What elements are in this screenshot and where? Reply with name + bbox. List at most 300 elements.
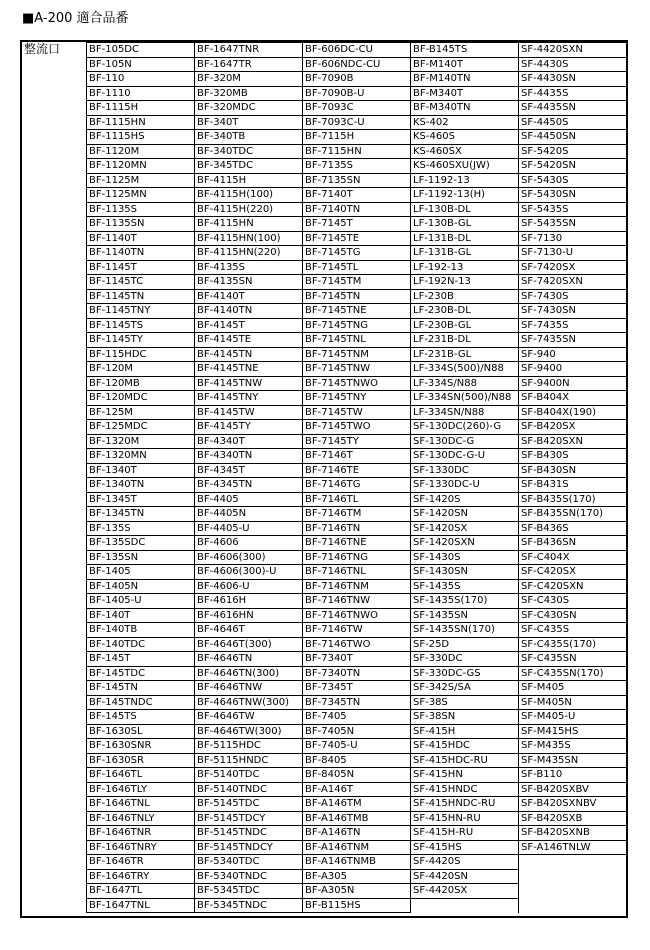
table-row (87, 724, 627, 739)
table-row (87, 739, 627, 754)
table-row (87, 681, 627, 696)
part-number-cell: BF-4115H(100) (195, 188, 303, 203)
table-row (87, 579, 627, 594)
part-number-cell: SF-1435S(170) (411, 594, 519, 609)
part-number-cell: BF-5140TNDC (195, 782, 303, 797)
part-number-cell: BF-4145TW (195, 405, 303, 420)
part-number-cell: SF-5435S (519, 202, 627, 217)
part-number-cell: SF-C420SX (519, 565, 627, 580)
part-number-cell: SF-7430SN (519, 304, 627, 319)
part-number-cell: BF-1630SL (87, 724, 195, 739)
part-number-cell: BF-7145TW (303, 405, 411, 420)
part-number-cell: BF-1647TR (195, 57, 303, 72)
part-number-cell: BF-135SN (87, 550, 195, 565)
part-number-cell: BF-4616HN (195, 608, 303, 623)
part-number-cell: BF-7135S (303, 159, 411, 174)
part-number-cell: BF-7145T (303, 217, 411, 232)
part-number-cell: BF-4345T (195, 463, 303, 478)
part-number-cell: KS-460SXU(JW) (411, 159, 519, 174)
part-number-cell: SF-1430S (411, 550, 519, 565)
part-number-cell: SF-9400 (519, 362, 627, 377)
part-number-cell: BF-5115HNDC (195, 753, 303, 768)
part-number-cell: BF-5145TDC (195, 797, 303, 812)
table-row (87, 768, 627, 783)
part-number-cell: BF-M340TN (411, 101, 519, 116)
part-number-cell: SF-B436SN (519, 536, 627, 551)
part-number-cell: BF-7145TNE (303, 304, 411, 319)
part-number-cell: BF-7145TN (303, 289, 411, 304)
part-number-cell: BF-7345TN (303, 695, 411, 710)
part-number-cell: BF-320MB (195, 86, 303, 101)
part-number-cell: BF-1345TN (87, 507, 195, 522)
part-number-cell: BF-1646TLY (87, 782, 195, 797)
part-number-cell: KS-460S (411, 130, 519, 145)
table-row (87, 898, 627, 913)
part-number-cell: BF-7093C (303, 101, 411, 116)
part-number-cell: BF-4140T (195, 289, 303, 304)
part-number-cell: SF-M435SN (519, 753, 627, 768)
part-number-cell: BF-7135SN (303, 173, 411, 188)
part-number-cell: BF-110 (87, 72, 195, 87)
part-number-cell: LF-230B (411, 289, 519, 304)
part-number-cell: BF-5145TNDCY (195, 840, 303, 855)
part-number-cell: BF-4606(300) (195, 550, 303, 565)
part-number-cell: BF-7340T (303, 652, 411, 667)
table-row (87, 159, 627, 174)
part-number-cell: BF-5115HDC (195, 739, 303, 754)
part-number-cell: LF-131B-DL (411, 231, 519, 246)
part-number-cell: BF-4646TW(300) (195, 724, 303, 739)
part-number-cell: BF-120MB (87, 376, 195, 391)
part-number-cell: SF-415HS (411, 840, 519, 855)
part-number-cell: SF-415HNDC-RU (411, 797, 519, 812)
part-number-cell: SF-415HNDC (411, 782, 519, 797)
part-number-cell: SF-B420SXNBV (519, 797, 627, 812)
part-number-cell: BF-345TDC (195, 159, 303, 174)
part-number-cell: BF-5145TDCY (195, 811, 303, 826)
part-number-cell: LF-230B-DL (411, 304, 519, 319)
part-number-table (86, 42, 627, 913)
part-number-cell: SF-C435S(170) (519, 637, 627, 652)
part-number-cell: LF-1192-13(H) (411, 188, 519, 203)
table-row (87, 144, 627, 159)
part-number-cell: BF-1135S (87, 202, 195, 217)
table-row (87, 463, 627, 478)
table-row (87, 826, 627, 841)
part-number-cell: BF-4115HN(220) (195, 246, 303, 261)
part-number-cell: SF-M405-U (519, 710, 627, 725)
part-number-cell: BF-7090B (303, 72, 411, 87)
part-number-cell: BF-1647TL (87, 884, 195, 899)
part-number-cell: SF-B404X(190) (519, 405, 627, 420)
part-number-cell: BF-7405-U (303, 739, 411, 754)
part-number-cell: BF-340TDC (195, 144, 303, 159)
table-row (87, 565, 627, 580)
table-row (87, 72, 627, 87)
table-row (87, 478, 627, 493)
empty-cell (519, 884, 627, 899)
table-row (87, 840, 627, 855)
table-row (87, 492, 627, 507)
empty-cell (519, 898, 627, 913)
part-number-cell: BF-4646TNW(300) (195, 695, 303, 710)
part-number-cell: BF-320M (195, 72, 303, 87)
part-number-cell: BF-M140T (411, 57, 519, 72)
table-row (87, 652, 627, 667)
part-number-cell: SF-1420SXN (411, 536, 519, 551)
table-row (87, 188, 627, 203)
part-number-cell: SF-5420S (519, 144, 627, 159)
part-number-cell: BF-4115H (195, 173, 303, 188)
table-row (87, 275, 627, 290)
part-number-cell: BF-4606(300)-U (195, 565, 303, 580)
table-row (87, 376, 627, 391)
part-number-cell: LF-231B-GL (411, 347, 519, 362)
table-row (87, 202, 627, 217)
part-number-cell: SF-C430S (519, 594, 627, 609)
table-row (87, 869, 627, 884)
part-number-cell: BF-4646TN(300) (195, 666, 303, 681)
part-number-cell: SF-C404X (519, 550, 627, 565)
part-number-cell: BF-7115H (303, 130, 411, 145)
part-number-cell: BF-1145TNY (87, 304, 195, 319)
part-number-cell: BF-125MDC (87, 420, 195, 435)
part-number-cell: BF-7146TNW (303, 594, 411, 609)
part-number-cell: BF-7146TE (303, 463, 411, 478)
empty-cell (519, 869, 627, 884)
part-number-cell: BF-135S (87, 521, 195, 536)
part-number-cell: SF-1420S (411, 492, 519, 507)
part-number-cell: BF-1405N (87, 579, 195, 594)
part-number-cell: BF-4115HN(100) (195, 231, 303, 246)
part-number-cell: BF-135SDC (87, 536, 195, 551)
part-number-cell: SF-9400N (519, 376, 627, 391)
table-row (87, 753, 627, 768)
table-row (87, 246, 627, 261)
part-number-cell: BF-5345TDC (195, 884, 303, 899)
part-number-cell: BF-1646TNLY (87, 811, 195, 826)
part-number-cell: BF-7115HN (303, 144, 411, 159)
part-number-cell: BF-A146TN (303, 826, 411, 841)
part-number-cell: SF-4430SN (519, 72, 627, 87)
table-row (87, 217, 627, 232)
part-number-cell: BF-7093C-U (303, 115, 411, 130)
part-number-cell: SF-415H (411, 724, 519, 739)
part-number-cell: BF-A146TM (303, 797, 411, 812)
part-number-cell: BF-8405N (303, 768, 411, 783)
part-number-cell: BF-B115HS (303, 898, 411, 913)
part-number-cell: BF-1405-U (87, 594, 195, 609)
part-number-cell: BF-1630SR (87, 753, 195, 768)
table-row (87, 43, 627, 58)
part-number-cell: SF-B435S(170) (519, 492, 627, 507)
table-row (87, 333, 627, 348)
part-number-cell: LF-334S(500)/N88 (411, 362, 519, 377)
part-number-cell: BF-1320M (87, 434, 195, 449)
part-number-cell: BF-A305N (303, 884, 411, 899)
part-number-cell: LF-334SN(500)/N88 (411, 391, 519, 406)
part-number-cell: BF-145TDC (87, 666, 195, 681)
part-number-cell: BF-7145TNW (303, 362, 411, 377)
part-number-cell: BF-7146TW (303, 623, 411, 638)
part-number-cell: BF-1145TC (87, 275, 195, 290)
empty-cell (519, 855, 627, 870)
table-row (87, 231, 627, 246)
part-number-cell: BF-4115H(220) (195, 202, 303, 217)
part-number-cell: BF-7090B-U (303, 86, 411, 101)
part-number-cell: BF-140TB (87, 623, 195, 638)
part-number-cell: BF-7145TNY (303, 391, 411, 406)
part-number-cell: BF-5145TNDC (195, 826, 303, 841)
part-number-cell: SF-4435SN (519, 101, 627, 116)
part-number-cell: BF-5140TDC (195, 768, 303, 783)
part-number-cell: LF-1192-13 (411, 173, 519, 188)
part-number-cell: BF-1320MN (87, 449, 195, 464)
table-row (87, 550, 627, 565)
part-number-cell: BF-7146TM (303, 507, 411, 522)
table-row (87, 449, 627, 464)
table-row (87, 318, 627, 333)
part-number-cell: SF-1330DC (411, 463, 519, 478)
part-number-cell: SF-25D (411, 637, 519, 652)
part-number-cell: SF-342S/SA (411, 681, 519, 696)
part-number-cell: BF-125M (87, 405, 195, 420)
part-number-cell: BF-1646TL (87, 768, 195, 783)
part-number-cell: SF-B420SXNB (519, 826, 627, 841)
part-number-cell: BF-B145TS (411, 43, 519, 58)
part-number-cell: BF-7146TNE (303, 536, 411, 551)
part-number-cell: SF-5435SN (519, 217, 627, 232)
table-row (87, 811, 627, 826)
part-number-cell: BF-145TN (87, 681, 195, 696)
part-number-cell: BF-7146TNL (303, 565, 411, 580)
part-number-cell: LF-130B-DL (411, 202, 519, 217)
part-number-cell: BF-4145T (195, 318, 303, 333)
part-number-cell: BF-4606-U (195, 579, 303, 594)
part-number-cell: BF-A305 (303, 869, 411, 884)
part-number-cell: BF-5340TNDC (195, 869, 303, 884)
part-number-cell: BF-4145TY (195, 420, 303, 435)
part-number-cell: BF-4135S (195, 260, 303, 275)
part-number-cell: BF-7140T (303, 188, 411, 203)
part-number-cell: BF-A146T (303, 782, 411, 797)
part-number-cell: BF-7345T (303, 681, 411, 696)
table-row (87, 260, 627, 275)
part-number-cell: BF-140T (87, 608, 195, 623)
part-number-cell: BF-145T (87, 652, 195, 667)
part-number-cell: BF-340TB (195, 130, 303, 145)
part-number-cell: BF-1646TNR (87, 826, 195, 841)
part-number-cell: BF-115HDC (87, 347, 195, 362)
part-number-cell: BF-4405N (195, 507, 303, 522)
part-number-cell: BF-7146TNM (303, 579, 411, 594)
part-number-cell: BF-5340TDC (195, 855, 303, 870)
part-number-cell: BF-1630SNR (87, 739, 195, 754)
row-label: 整流口 (24, 42, 61, 56)
part-number-cell: BF-4646TN (195, 652, 303, 667)
table-row (87, 710, 627, 725)
table-row (87, 623, 627, 638)
part-number-cell: BF-A146TMB (303, 811, 411, 826)
part-number-cell: SF-M415HS (519, 724, 627, 739)
part-number-cell: BF-4145TNY (195, 391, 303, 406)
part-number-cell: BF-4140TN (195, 304, 303, 319)
part-number-cell: BF-1115H (87, 101, 195, 116)
part-number-cell: BF-7146TN (303, 521, 411, 536)
part-number-cell: SF-38S (411, 695, 519, 710)
part-number-cell: BF-1340TN (87, 478, 195, 493)
part-number-cell: SF-B430SN (519, 463, 627, 478)
part-number-cell: BF-606NDC-CU (303, 57, 411, 72)
part-number-cell: BF-7145TNWO (303, 376, 411, 391)
part-number-cell: BF-4145TNE (195, 362, 303, 377)
part-number-cell: BF-1646TNL (87, 797, 195, 812)
part-number-cell: BF-145TNDC (87, 695, 195, 710)
part-number-cell: BF-1120M (87, 144, 195, 159)
part-number-cell: SF-1435S (411, 579, 519, 594)
part-number-cell: BF-4145TN (195, 347, 303, 362)
table-row (87, 130, 627, 145)
part-number-cell: BF-7146TNWO (303, 608, 411, 623)
table-row (87, 594, 627, 609)
table-row (87, 362, 627, 377)
part-number-cell: BF-1145TN (87, 289, 195, 304)
part-number-cell: BF-4405 (195, 492, 303, 507)
part-number-cell: SF-130DC(260)-G (411, 420, 519, 435)
part-number-cell: BF-1115HS (87, 130, 195, 145)
table-row (87, 289, 627, 304)
part-number-cell: SF-1435SN (411, 608, 519, 623)
part-number-cell: LF-231B-DL (411, 333, 519, 348)
part-number-cell: SF-B431S (519, 478, 627, 493)
part-number-cell: SF-7130-U (519, 246, 627, 261)
part-number-cell: BF-7340TN (303, 666, 411, 681)
part-number-cell: LF-192N-13 (411, 275, 519, 290)
part-number-cell: SF-M435S (519, 739, 627, 754)
part-number-cell: BF-4115HN (195, 217, 303, 232)
part-number-cell: BF-4145TNW (195, 376, 303, 391)
empty-cell (411, 898, 519, 913)
part-number-cell: BF-1140T (87, 231, 195, 246)
part-number-cell: BF-1115HN (87, 115, 195, 130)
part-number-cell: SF-M405 (519, 681, 627, 696)
page-title: ■A-200 適合品番 (22, 11, 129, 26)
part-number-cell: SF-1330DC-U (411, 478, 519, 493)
part-number-cell: KS-460SX (411, 144, 519, 159)
table-row (87, 391, 627, 406)
part-number-cell: SF-130DC-G-U (411, 449, 519, 464)
part-number-cell: SF-7420SXN (519, 275, 627, 290)
part-number-cell: BF-105N (87, 57, 195, 72)
part-number-cell: SF-A146TNLW (519, 840, 627, 855)
part-number-cell: BF-4340TN (195, 449, 303, 464)
part-number-cell: SF-C435SN (519, 652, 627, 667)
table-row (87, 347, 627, 362)
part-number-cell: LF-192-13 (411, 260, 519, 275)
part-number-cell: LF-334SN/N88 (411, 405, 519, 420)
part-number-cell: BF-7145TY (303, 434, 411, 449)
part-number-cell: BF-7145TNG (303, 318, 411, 333)
part-number-cell: LF-130B-GL (411, 217, 519, 232)
table-row (87, 405, 627, 420)
part-number-cell: SF-130DC-G (411, 434, 519, 449)
part-number-cell: BF-7145TE (303, 231, 411, 246)
part-number-cell: BF-105DC (87, 43, 195, 58)
part-number-cell: BF-1646TNRY (87, 840, 195, 855)
part-number-cell: BF-145TS (87, 710, 195, 725)
table-row (87, 695, 627, 710)
part-number-cell: SF-38SN (411, 710, 519, 725)
part-number-cell: SF-4420S (411, 855, 519, 870)
part-number-cell: BF-4405-U (195, 521, 303, 536)
part-number-cell: SF-B430S (519, 449, 627, 464)
part-number-cell: SF-B420SXBV (519, 782, 627, 797)
part-number-cell: BF-606DC-CU (303, 43, 411, 58)
part-number-cell: SF-1430SN (411, 565, 519, 580)
part-number-cell: BF-4345TN (195, 478, 303, 493)
part-number-cell: SF-7420SX (519, 260, 627, 275)
part-number-cell: SF-4420SN (411, 869, 519, 884)
part-number-cell: BF-7146T (303, 449, 411, 464)
table-row (87, 637, 627, 652)
part-number-cell: SF-1420SN (411, 507, 519, 522)
table-row (87, 304, 627, 319)
part-number-table-body (87, 43, 627, 913)
part-number-cell: BF-4145TE (195, 333, 303, 348)
part-number-cell: BF-7140TN (303, 202, 411, 217)
part-number-cell: SF-B420SXB (519, 811, 627, 826)
part-number-cell: BF-7146TWO (303, 637, 411, 652)
table-row (87, 434, 627, 449)
part-number-cell: BF-120MDC (87, 391, 195, 406)
table-row (87, 855, 627, 870)
part-number-cell: SF-330DC (411, 652, 519, 667)
table-row (87, 115, 627, 130)
part-number-cell: BF-1125MN (87, 188, 195, 203)
part-number-cell: BF-1405 (87, 565, 195, 580)
part-number-cell: BF-4646TW (195, 710, 303, 725)
part-number-cell: BF-7146TNG (303, 550, 411, 565)
part-number-cell: BF-7146TL (303, 492, 411, 507)
part-number-cell: BF-4646T(300) (195, 637, 303, 652)
table-row (87, 797, 627, 812)
table-row (87, 420, 627, 435)
part-number-cell: BF-7145TWO (303, 420, 411, 435)
part-number-cell: SF-B420SXN (519, 434, 627, 449)
part-number-cell: SF-1435SN(170) (411, 623, 519, 638)
table-row (87, 782, 627, 797)
part-number-cell: SF-7130 (519, 231, 627, 246)
part-number-cell: BF-1340T (87, 463, 195, 478)
part-number-cell: BF-7405 (303, 710, 411, 725)
part-number-cell: BF-1140TN (87, 246, 195, 261)
part-number-cell: SF-M405N (519, 695, 627, 710)
part-number-cell: BF-M340T (411, 86, 519, 101)
part-number-cell: BF-8405 (303, 753, 411, 768)
part-number-cell: KS-402 (411, 115, 519, 130)
part-number-cell: BF-4606 (195, 536, 303, 551)
table-row (87, 86, 627, 101)
part-number-cell: LF-334S/N88 (411, 376, 519, 391)
table-row (87, 57, 627, 72)
part-number-cell: SF-415HN-RU (411, 811, 519, 826)
part-number-cell: SF-4450SN (519, 130, 627, 145)
part-number-cell: BF-1120MN (87, 159, 195, 174)
part-number-cell: BF-1145T (87, 260, 195, 275)
part-number-cell: SF-B436S (519, 521, 627, 536)
part-number-cell: BF-4340T (195, 434, 303, 449)
part-number-cell: SF-940 (519, 347, 627, 362)
